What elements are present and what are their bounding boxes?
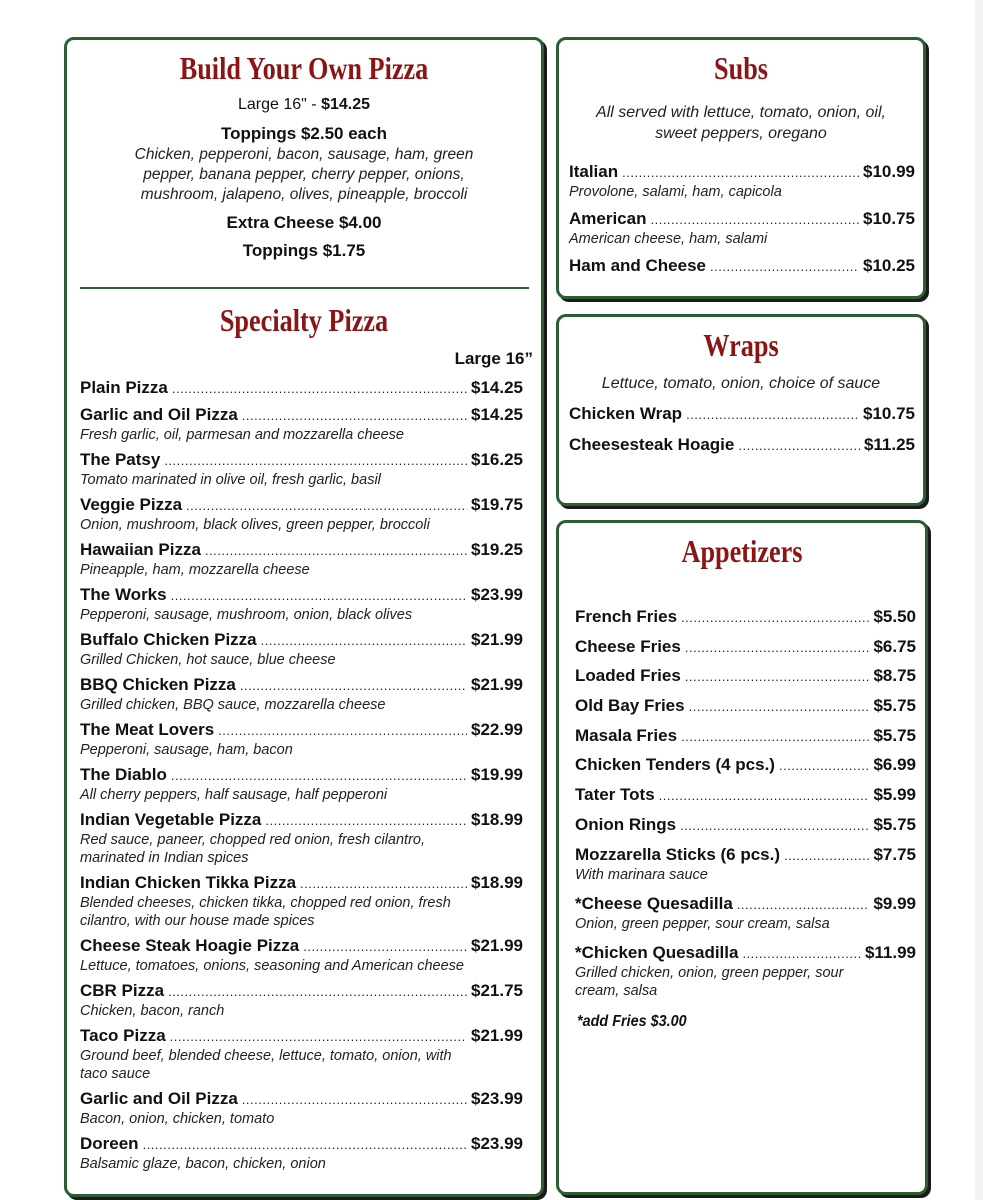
menu-item-row (80, 495, 523, 516)
item-description: Lettuce, tomatoes, onions, seasoning and American cheese (80, 958, 464, 974)
menu-item (80, 675, 523, 714)
item-description: Pepperoni, sausage, ham, bacon (80, 742, 293, 758)
menu-item-row (80, 765, 523, 786)
menu-item-row (569, 404, 915, 425)
menu-item-row (80, 585, 523, 606)
menu-item (80, 981, 523, 1020)
byo-title: Build Your Own Pizza (179, 50, 429, 86)
menu-item (569, 162, 915, 201)
menu-item-row (569, 209, 915, 230)
menu-item-row (80, 378, 523, 399)
leader-dots (300, 873, 467, 894)
item-description: Onion, mushroom, black olives, green pepper, broccoli (80, 517, 430, 533)
subs-subtitle: All served with lettuce, tomato, onion, oil, sweet peppers, oregano (596, 104, 886, 142)
leader-dots (242, 1089, 467, 1110)
menu-item-row (569, 435, 915, 456)
item-name: Italian (569, 162, 619, 181)
item-price: $5.75 (873, 814, 916, 834)
menu-item (80, 1026, 523, 1083)
leader-dots (685, 637, 870, 658)
item-price: $10.75 (863, 209, 915, 228)
item-name: Buffalo Chicken Pizza (80, 630, 257, 649)
menu-item-row (80, 630, 523, 651)
leader-dots (710, 256, 859, 277)
menu-item-row (80, 810, 523, 831)
item-name: *Cheese Quesadilla (575, 893, 733, 913)
item-name: *Chicken Quesadilla (575, 942, 739, 962)
item-price: $11.25 (863, 435, 915, 454)
leader-dots (171, 765, 467, 786)
leader-dots (170, 1026, 467, 1047)
item-price: $10.75 (863, 404, 915, 423)
menu-item-row (575, 637, 916, 658)
item-name: Doreen (80, 1134, 139, 1153)
item-name: The Diablo (80, 765, 167, 784)
appetizers-list (575, 607, 916, 1010)
leader-dots (622, 162, 859, 183)
item-price: $21.99 (471, 675, 523, 694)
item-price: $7.75 (873, 844, 916, 864)
item-description: Pineapple, ham, mozzarella cheese (80, 562, 310, 578)
menu-item-row (80, 1089, 523, 1110)
menu-item (80, 540, 523, 579)
item-description: Provolone, salami, ham, capicola (569, 184, 782, 200)
menu-item (569, 435, 915, 456)
menu-item-row (80, 981, 523, 1002)
leader-dots (685, 666, 870, 687)
menu-item (80, 873, 523, 930)
subs-title: Subs (714, 50, 768, 86)
item-price: $6.99 (873, 755, 916, 775)
item-description: Balsamic glaze, bacon, chicken, onion (80, 1156, 326, 1172)
leader-dots (186, 495, 467, 516)
menu-item (80, 765, 523, 804)
menu-item-row (80, 936, 523, 957)
leader-dots (164, 450, 467, 471)
appetizers-note: *add Fries $3.00 (577, 1013, 687, 1030)
menu-item (575, 845, 916, 884)
item-name: Garlic and Oil Pizza (80, 405, 238, 424)
menu-item (569, 404, 915, 425)
item-price: $23.99 (471, 1089, 523, 1108)
menu-item-row (80, 405, 523, 426)
item-description: Blended cheeses, chicken tikka, chopped red onion, fresh cilantro, with our house made spices (80, 895, 451, 929)
item-price: $21.99 (471, 936, 523, 955)
item-price: $6.75 (873, 636, 916, 656)
item-price: $23.99 (471, 585, 523, 604)
leader-dots (240, 675, 467, 696)
menu-item-row (80, 450, 523, 471)
menu-item-row (575, 815, 916, 836)
menu-item-row (80, 1134, 523, 1155)
menu-item-row (80, 1026, 523, 1047)
item-price: $10.25 (863, 256, 915, 275)
menu-item (80, 450, 523, 489)
menu-item (80, 378, 523, 399)
page-edge (975, 0, 983, 1200)
item-price: $10.99 (863, 162, 915, 181)
byo-size-price: $14.25 (321, 96, 370, 113)
menu-item (80, 405, 523, 444)
byo-size (67, 96, 541, 114)
item-price: $5.50 (873, 607, 916, 626)
item-name: Ham and Cheese (569, 256, 706, 275)
menu-item (80, 585, 523, 624)
menu-item (575, 696, 916, 717)
menu-item (80, 630, 523, 669)
appetizers-title: Appetizers (681, 533, 803, 569)
pizza-panel (64, 37, 544, 1197)
leader-dots (218, 720, 467, 741)
leader-dots (303, 936, 467, 957)
item-description: Chicken, bacon, ranch (80, 1003, 225, 1019)
leader-dots (171, 585, 467, 606)
item-price: $21.75 (471, 981, 523, 1000)
item-name: Garlic and Oil Pizza (80, 1089, 238, 1108)
item-name: Indian Vegetable Pizza (80, 810, 262, 829)
menu-item-row (575, 894, 916, 915)
menu-item-row (575, 845, 916, 866)
item-name: Taco Pizza (80, 1026, 166, 1045)
byo-size-label: Large 16" - (238, 96, 322, 113)
item-price: $23.99 (471, 1134, 523, 1153)
item-name: Old Bay Fries (575, 696, 685, 716)
menu-item (575, 785, 916, 806)
menu-item-row (575, 696, 916, 717)
menu-item-row (575, 607, 916, 628)
item-name: Masala Fries (575, 725, 678, 745)
leader-dots (681, 607, 869, 628)
item-description: Pepperoni, sausage, mushroom, onion, black olives (80, 607, 413, 623)
item-name: Plain Pizza (80, 378, 168, 397)
leader-dots (205, 540, 467, 561)
menu-item (575, 815, 916, 836)
item-name: Onion Rings (575, 814, 677, 834)
item-description: Ground beef, blended cheese, lettuce, tomato, onion, with taco sauce (80, 1048, 452, 1082)
item-price: $14.25 (471, 405, 523, 424)
menu-item-row (80, 675, 523, 696)
item-name: Veggie Pizza (80, 495, 183, 514)
wraps-title: Wraps (703, 327, 779, 363)
item-description: Grilled Chicken, hot sauce, blue cheese (80, 652, 336, 668)
menu-item (575, 943, 916, 1000)
specialty-size-header: Large 16” (454, 349, 533, 368)
wraps-subtitle: Lettuce, tomato, onion, choice of sauce (601, 375, 881, 392)
leader-dots (172, 378, 467, 399)
item-description: Bacon, onion, chicken, tomato (80, 1111, 275, 1127)
item-name: French Fries (575, 607, 678, 626)
menu-item (569, 209, 915, 248)
menu-item-row (575, 666, 916, 687)
item-name: Loaded Fries (575, 666, 681, 686)
specialty-list (80, 378, 523, 1179)
leader-dots (742, 943, 860, 964)
item-name: The Meat Lovers (80, 720, 215, 739)
leader-dots (689, 696, 870, 717)
leader-dots (779, 755, 869, 776)
leader-dots (738, 435, 860, 456)
item-price: $9.99 (873, 893, 916, 913)
item-name: Cheese Fries (575, 636, 681, 656)
item-description: All cherry peppers, half sausage, half pepperoni (80, 787, 388, 803)
item-name: Cheese Steak Hoagie Pizza (80, 936, 300, 955)
leader-dots (168, 981, 467, 1002)
appetizers-panel (556, 520, 928, 1195)
byo-toppings-list: Chicken, pepperoni, bacon, sausage, ham, green pepper, banana pepper, cherry pepper, onions, mushroom, jalapeno, olives, pineapple, broccoli (134, 146, 474, 203)
menu-item-row (569, 256, 915, 277)
item-description: Grilled chicken, onion, green pepper, sour cream, salsa (575, 964, 844, 999)
leader-dots (659, 785, 870, 806)
wraps-list (569, 404, 915, 466)
leader-dots (737, 894, 870, 915)
subs-panel (556, 37, 926, 299)
menu-item-row (575, 755, 916, 776)
item-description: American cheese, ham, salami (569, 231, 768, 247)
item-price: $5.99 (873, 785, 916, 805)
menu-item-row (80, 540, 523, 561)
leader-dots (265, 810, 467, 831)
item-price: $22.99 (471, 720, 523, 739)
item-description: Grilled chicken, BBQ sauce, mozzarella cheese (80, 697, 386, 713)
item-description: Tomato marinated in olive oil, fresh garlic, basil (80, 472, 381, 488)
item-price: $19.99 (471, 765, 523, 784)
item-name: The Works (80, 585, 167, 604)
menu-item-row (80, 873, 523, 894)
menu-item (80, 1089, 523, 1128)
item-description: With marinara sauce (575, 866, 708, 883)
leader-dots (681, 726, 869, 747)
leader-dots (784, 845, 869, 866)
menu-item (80, 810, 523, 867)
item-description: Red sauce, paneer, chopped red onion, fresh cilantro, marinated in Indian spices (80, 832, 426, 866)
menu-item (80, 720, 523, 759)
item-price: $5.75 (873, 725, 916, 745)
menu-item (575, 894, 916, 933)
menu-item (575, 637, 916, 658)
wraps-panel (556, 314, 926, 506)
menu-item (575, 755, 916, 776)
leader-dots (686, 404, 859, 425)
item-price: $8.75 (873, 666, 916, 686)
item-description: Fresh garlic, oil, parmesan and mozzarella cheese (80, 427, 404, 443)
item-price: $18.99 (471, 873, 523, 892)
item-name: Hawaiian Pizza (80, 540, 201, 559)
menu-item-row (575, 943, 916, 964)
item-price: $16.25 (471, 450, 523, 469)
item-name: Cheesesteak Hoagie (569, 435, 735, 454)
menu-item (80, 1134, 523, 1173)
leader-dots (261, 630, 467, 651)
byo-extra-cheese: Extra Cheese $4.00 (226, 213, 382, 232)
item-name: BBQ Chicken Pizza (80, 675, 236, 694)
subs-list (569, 162, 915, 277)
item-price: $19.25 (471, 540, 523, 559)
menu-item-row (569, 162, 915, 183)
section-divider (80, 287, 529, 289)
leader-dots (242, 405, 467, 426)
leader-dots (680, 815, 869, 836)
item-name: American (569, 209, 647, 228)
byo-toppings-small: Toppings $1.75 (242, 241, 366, 260)
item-name: Tater Tots (575, 785, 655, 805)
item-name: Mozzarella Sticks (6 pcs.) (575, 844, 781, 864)
menu-item (575, 666, 916, 687)
menu-item (575, 607, 916, 628)
item-price: $18.99 (471, 810, 523, 829)
leader-dots (143, 1134, 467, 1155)
menu-item (80, 495, 523, 534)
menu-item-row (80, 720, 523, 741)
item-price: $19.75 (471, 495, 523, 514)
menu-item (575, 726, 916, 747)
item-name: Chicken Tenders (4 pcs.) (575, 755, 775, 775)
item-price: $11.99 (864, 942, 916, 962)
menu-item (569, 256, 915, 277)
menu-item-row (575, 726, 916, 747)
specialty-title: Specialty Pizza (219, 302, 389, 338)
item-name: Chicken Wrap (569, 404, 683, 423)
item-name: The Patsy (80, 450, 161, 469)
item-name: CBR Pizza (80, 981, 165, 1000)
item-name: Indian Chicken Tikka Pizza (80, 873, 297, 892)
item-price: $21.99 (471, 1026, 523, 1045)
menu-item (80, 936, 523, 975)
item-price: $5.75 (873, 696, 916, 716)
byo-toppings-heading: Toppings $2.50 each (221, 124, 387, 143)
menu-item-row (575, 785, 916, 806)
leader-dots (650, 209, 859, 230)
item-description: Onion, green pepper, sour cream, salsa (575, 915, 830, 932)
item-price: $21.99 (471, 630, 523, 649)
item-price: $14.25 (471, 378, 523, 397)
